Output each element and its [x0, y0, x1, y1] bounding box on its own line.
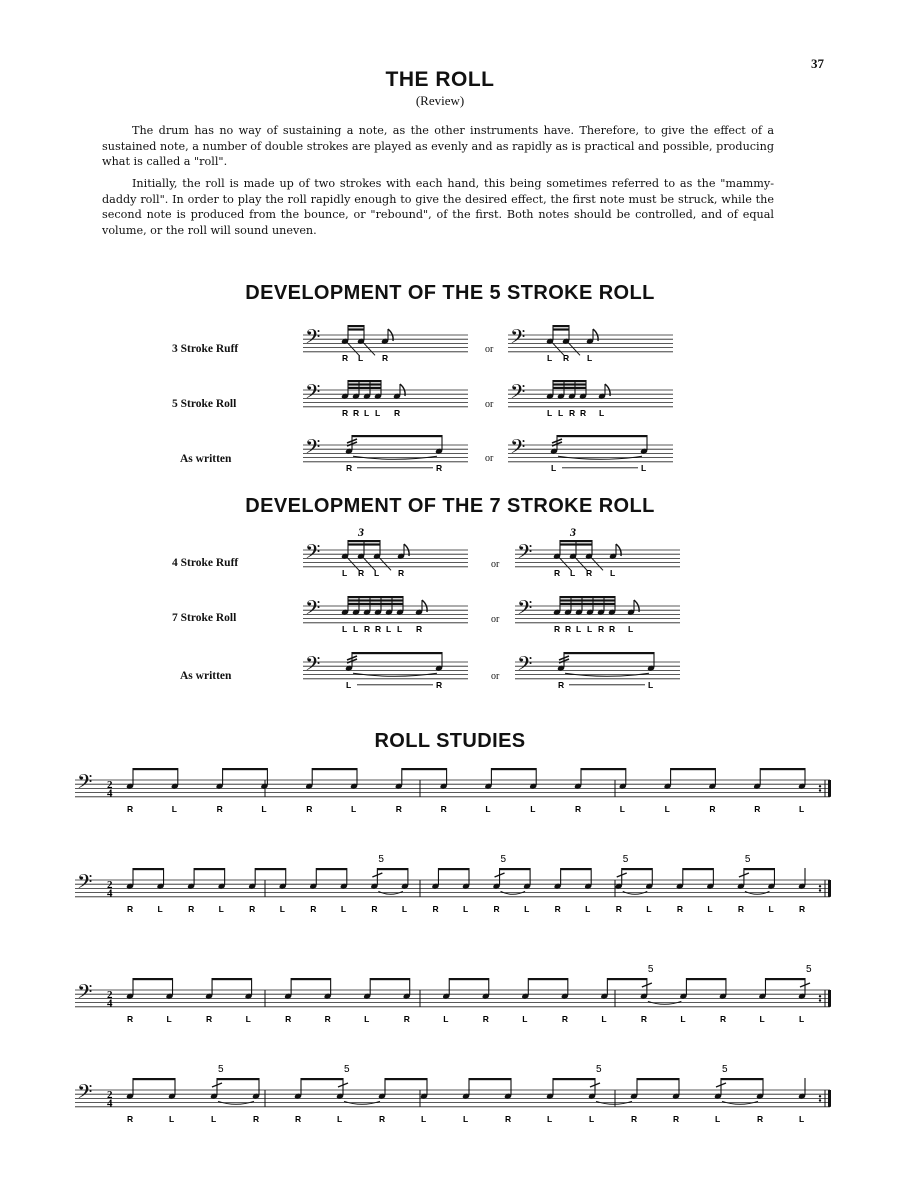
or-label: or [491, 614, 500, 625]
sticking-letter: R [403, 1013, 410, 1024]
grace-slash [591, 557, 603, 570]
sticking-letter: L [346, 679, 352, 690]
beam [528, 978, 568, 980]
row-label-as-written: As written [180, 453, 232, 465]
bass-clef-icon: 𝄢 [305, 540, 321, 569]
sticking-letter: L [589, 1113, 595, 1124]
sticking-letter: L [401, 903, 408, 914]
or-label: or [485, 399, 494, 410]
sticking-letter: L [799, 1113, 805, 1124]
sticking-letter: L [342, 623, 348, 634]
beam [607, 978, 647, 980]
sticking-letter: R [440, 803, 447, 814]
sticking-letter: L [522, 1013, 528, 1024]
sticking-letter: R [364, 623, 371, 634]
sticking-letter: L [342, 567, 348, 578]
sticking-letter: R [598, 623, 605, 634]
beam [312, 768, 357, 770]
page-subtitle: (Review) [415, 93, 465, 108]
sticking-letter: R [561, 1013, 568, 1024]
repeat-dot [819, 889, 821, 891]
row-label-5-stroke-roll: 5 Stroke Roll [172, 398, 237, 410]
roll-marker-5: 5 [344, 1064, 350, 1075]
grace-slash [379, 557, 391, 570]
sticking-letter: L [245, 1013, 251, 1024]
sticking-letter: R [295, 1113, 302, 1124]
triplet-marker: 3 [358, 525, 364, 539]
beam [352, 652, 442, 654]
sticking-letter: L [799, 1013, 805, 1024]
time-signature-bottom: 4 [107, 997, 113, 1010]
sticking-letter: L [587, 352, 593, 363]
beam [683, 868, 714, 870]
sticking-letter: L [169, 1113, 175, 1124]
sticking-letter: R [342, 352, 349, 363]
beam [581, 768, 626, 770]
beam [760, 768, 805, 770]
sticking-letter: L [353, 623, 359, 634]
sticking-letter: L [485, 803, 491, 814]
repeat-dot [819, 999, 821, 1001]
sticking-letter: L [374, 567, 380, 578]
sticking-letter: L [463, 1113, 469, 1124]
sticking-letter: L [364, 1013, 370, 1024]
time-signature-top: 2 [107, 778, 113, 791]
time-signature-bottom: 4 [107, 887, 113, 900]
sticking-letter: R [127, 1113, 134, 1124]
beam [560, 599, 615, 601]
sticking-letter: L [585, 903, 591, 914]
sticking-letter: R [640, 1013, 648, 1024]
beam [348, 596, 403, 598]
sticking-letter: R [609, 623, 616, 634]
sticking-letter: R [206, 1013, 213, 1024]
grace-slash [363, 342, 375, 355]
roll-marker-5: 5 [722, 1064, 728, 1075]
time-signature-top: 2 [107, 1088, 113, 1101]
sticking-letter: R [346, 462, 353, 473]
beam [553, 328, 569, 330]
beam [721, 1078, 763, 1080]
sticking-letter: R [615, 903, 622, 914]
sticking-letter: R [554, 567, 561, 578]
sticking-letter: R [253, 1113, 260, 1124]
sticking-letter: R [394, 407, 401, 418]
sticking-letter: R [249, 903, 256, 914]
triplet-marker: 3 [570, 525, 576, 539]
row-label-4-stroke-ruff: 4 Stroke Ruff [172, 557, 239, 569]
sticking-letter: R [127, 803, 134, 814]
sticking-letter: L [211, 1113, 217, 1124]
beam [765, 978, 805, 980]
repeat-dot [819, 789, 821, 791]
sticking-letter: R [586, 567, 593, 578]
sticking-letter: R [436, 462, 443, 473]
sticking-letter: R [382, 352, 389, 363]
bass-clef-icon: 𝄢 [77, 1080, 93, 1109]
sticking-letter: R [306, 803, 313, 814]
sticking-letter: L [648, 679, 654, 690]
sticking-letter: L [628, 623, 634, 634]
repeat-dot [819, 785, 821, 787]
roll-marker-5: 5 [806, 964, 812, 975]
sticking-letter: R [188, 903, 195, 914]
time-signature-bottom: 4 [107, 1097, 113, 1110]
beam [348, 328, 364, 330]
beam [301, 1078, 343, 1080]
sticking-letter: R [631, 1113, 638, 1124]
sticking-letter: L [664, 803, 670, 814]
sticking-letter: L [646, 903, 652, 914]
bass-clef-icon: 𝄢 [517, 596, 533, 625]
sticking-letter: L [337, 1113, 343, 1124]
repeat-dot [819, 1099, 821, 1101]
beam [385, 1078, 427, 1080]
sticking-letter: L [279, 903, 285, 914]
section-heading-5-stroke: DEVELOPMENT OF THE 5 STROKE ROLL [245, 282, 655, 304]
sticking-letter: R [676, 903, 683, 914]
beam [553, 1078, 595, 1080]
or-label: or [485, 344, 494, 355]
bass-clef-icon: 𝄢 [77, 980, 93, 1009]
sticking-letter: L [599, 407, 605, 418]
beam [348, 387, 381, 389]
sticking-letter: L [547, 352, 553, 363]
repeat-dot [819, 1095, 821, 1097]
beam [255, 868, 286, 870]
bass-clef-icon: 𝄢 [510, 325, 526, 354]
beam [553, 387, 586, 389]
roll-marker-5: 5 [622, 854, 629, 865]
sticking-letter: L [443, 1013, 449, 1024]
sticking-letter: L [610, 567, 616, 578]
sticking-letter: R [554, 903, 561, 914]
sticking-letter: R [737, 903, 745, 914]
beam [348, 540, 380, 542]
sticking-letter: L [358, 352, 364, 363]
beam [133, 768, 178, 770]
sticking-letter: L [261, 803, 267, 814]
sticking-letter: R [353, 407, 360, 418]
sticking-letter: L [397, 623, 403, 634]
bass-clef-icon: 𝄢 [305, 325, 321, 354]
beam [212, 978, 252, 980]
sticking-letter: L [759, 1013, 765, 1024]
row-label-3-stroke-ruff: 3 Stroke Ruff [172, 343, 239, 355]
sticking-letter: L [157, 903, 163, 914]
sticking-letter: L [547, 407, 553, 418]
sticking-letter: R [575, 803, 582, 814]
sticking-letter: L [799, 803, 805, 814]
final-barline [828, 880, 831, 897]
beam [671, 768, 716, 770]
bass-clef-icon: 𝄢 [517, 652, 533, 681]
beam [377, 868, 408, 870]
sticking-letter: L [351, 803, 357, 814]
bass-clef-icon: 𝄢 [77, 770, 93, 799]
bass-clef-icon: 𝄢 [305, 652, 321, 681]
sticking-letter: L [364, 407, 370, 418]
sticking-letter: R [558, 679, 565, 690]
sticking-letter: R [757, 1113, 764, 1124]
roll-marker-5: 5 [218, 1064, 224, 1075]
row-label-as-written: As written [180, 670, 232, 682]
sticking-letter: R [375, 623, 382, 634]
sticking-letter: R [127, 903, 134, 914]
beam [348, 325, 364, 327]
sticking-letter: L [641, 462, 647, 473]
beam [469, 1078, 511, 1080]
final-barline [828, 1090, 831, 1107]
sticking-letter: R [580, 407, 587, 418]
beam [560, 596, 615, 598]
sticking-letter: L [558, 407, 564, 418]
beam [291, 978, 331, 980]
beam [348, 603, 403, 605]
beam [438, 868, 469, 870]
sticking-letter: L [570, 567, 576, 578]
sticking-letter: L [421, 1113, 427, 1124]
sticking-letter: L [551, 462, 557, 473]
sticking-letter: R [216, 803, 223, 814]
beam [622, 868, 653, 870]
page-title: THE ROLL [385, 68, 495, 91]
sticking-letter: R [395, 803, 402, 814]
time-signature-top: 2 [107, 988, 113, 1001]
beam [560, 603, 615, 605]
sticking-letter: R [379, 1113, 386, 1124]
beam [133, 978, 173, 980]
bass-clef-icon: 𝄢 [517, 540, 533, 569]
sticking-letter: R [709, 803, 716, 814]
beam [133, 1078, 175, 1080]
beam [402, 768, 447, 770]
beam [560, 543, 592, 545]
sticking-letter: L [707, 903, 713, 914]
beam [194, 868, 225, 870]
sticking-letter: L [715, 1113, 721, 1124]
sticking-letter: L [619, 803, 626, 814]
beam [500, 868, 531, 870]
bass-clef-icon: 𝄢 [77, 870, 93, 899]
sticking-letter: R [436, 679, 443, 690]
beam [553, 325, 569, 327]
row-label-7-stroke-roll: 7 Stroke Roll [172, 612, 237, 624]
sticking-letter: R [371, 903, 378, 914]
beam [348, 543, 380, 545]
beam [553, 383, 586, 385]
beam [133, 868, 164, 870]
beam [449, 978, 489, 980]
sticking-letter: L [166, 1013, 172, 1024]
sticking-letter: L [340, 903, 347, 914]
sticking-letter: L [601, 1013, 607, 1024]
roll-marker-5: 5 [647, 964, 654, 975]
sticking-letter: R [432, 903, 439, 914]
beam [348, 380, 381, 382]
sticking-letter: R [285, 1013, 292, 1024]
sticking-letter: R [673, 1113, 680, 1124]
sticking-letter: L [576, 623, 582, 634]
beam [557, 435, 647, 437]
beam [561, 868, 592, 870]
beam [217, 1078, 259, 1080]
sticking-letter: L [547, 1113, 553, 1124]
bass-clef-icon: 𝄢 [510, 435, 526, 464]
sticking-letter: L [587, 623, 593, 634]
beam [223, 768, 268, 770]
bass-clef-icon: 𝄢 [305, 380, 321, 409]
final-barline [828, 780, 831, 797]
or-label: or [491, 671, 500, 682]
sticking-letter: R [127, 1013, 134, 1024]
bass-clef-icon: 𝄢 [305, 435, 321, 464]
sticking-letter: L [680, 1013, 686, 1024]
sticking-letter: L [375, 407, 381, 418]
sticking-letter: R [416, 623, 423, 634]
sticking-letter: R [554, 623, 561, 634]
roll-marker-5: 5 [596, 1064, 602, 1075]
beam [348, 383, 381, 385]
section-heading-7-stroke: DEVELOPMENT OF THE 7 STROKE ROLL [245, 495, 655, 517]
sticking-letter: R [324, 1013, 331, 1024]
sticking-letter: R [569, 407, 576, 418]
beam [564, 652, 654, 654]
beam [348, 599, 403, 601]
beam [560, 540, 592, 542]
sticking-letter: R [310, 903, 317, 914]
intro-paragraph-1: The drum has no way of sustaining a note, as the other instruments have. Therefore, to give the effect of a sustained note, a number of double strokes are played as evenly and as rapidly as is practical and possible, producing what is called a "roll". [102, 124, 774, 169]
beam [553, 380, 586, 382]
sticking-letter: R [799, 903, 806, 914]
bass-clef-icon: 𝄢 [305, 596, 321, 625]
sticking-letter: L [386, 623, 392, 634]
sticking-letter: R [482, 1013, 489, 1024]
sticking-letter: R [493, 903, 500, 914]
beam [370, 978, 410, 980]
sticking-letter: R [342, 407, 349, 418]
sticking-letter: R [565, 623, 572, 634]
sticking-letter: R [563, 352, 570, 363]
sticking-letter: L [530, 803, 536, 814]
final-barline [828, 990, 831, 1007]
sticking-letter: L [524, 903, 530, 914]
beam [744, 868, 775, 870]
beam [686, 978, 726, 980]
page-number: 37 [811, 56, 824, 71]
repeat-dot [819, 995, 821, 997]
beam [637, 1078, 679, 1080]
sticking-letter: L [171, 803, 178, 814]
roll-marker-5: 5 [500, 854, 507, 865]
sticking-letter: R [398, 567, 405, 578]
time-signature-bottom: 4 [107, 787, 113, 800]
intro-paragraph-2: Initially, the roll is made up of two strokes with each hand, this being sometimes referred to as the "mammy-daddy roll". In order to play the roll rapidly enough to give the desired effect, the first note must be struck, while the second note is produced from the bounce, or "rebound", of the first. Both notes should be controlled, and of equal volume, or the roll will sound uneven. [102, 177, 774, 237]
time-signature-top: 2 [107, 878, 113, 891]
sticking-letter: R [754, 803, 761, 814]
roll-marker-5: 5 [378, 854, 384, 865]
grace-slash [568, 342, 580, 355]
beam [491, 768, 536, 770]
sticking-letter: R [719, 1013, 727, 1024]
section-heading-roll-studies: ROLL STUDIES [374, 730, 526, 752]
bass-clef-icon: 𝄢 [510, 380, 526, 409]
sticking-letter: L [463, 903, 469, 914]
or-label: or [491, 559, 500, 570]
beam [316, 868, 347, 870]
sticking-letter: L [218, 903, 224, 914]
roll-marker-5: 5 [744, 854, 751, 865]
sticking-letter: L [768, 903, 774, 914]
or-label: or [485, 453, 494, 464]
sticking-letter: R [358, 567, 365, 578]
sticking-letter: R [505, 1113, 512, 1124]
beam [352, 435, 442, 437]
repeat-dot [819, 885, 821, 887]
